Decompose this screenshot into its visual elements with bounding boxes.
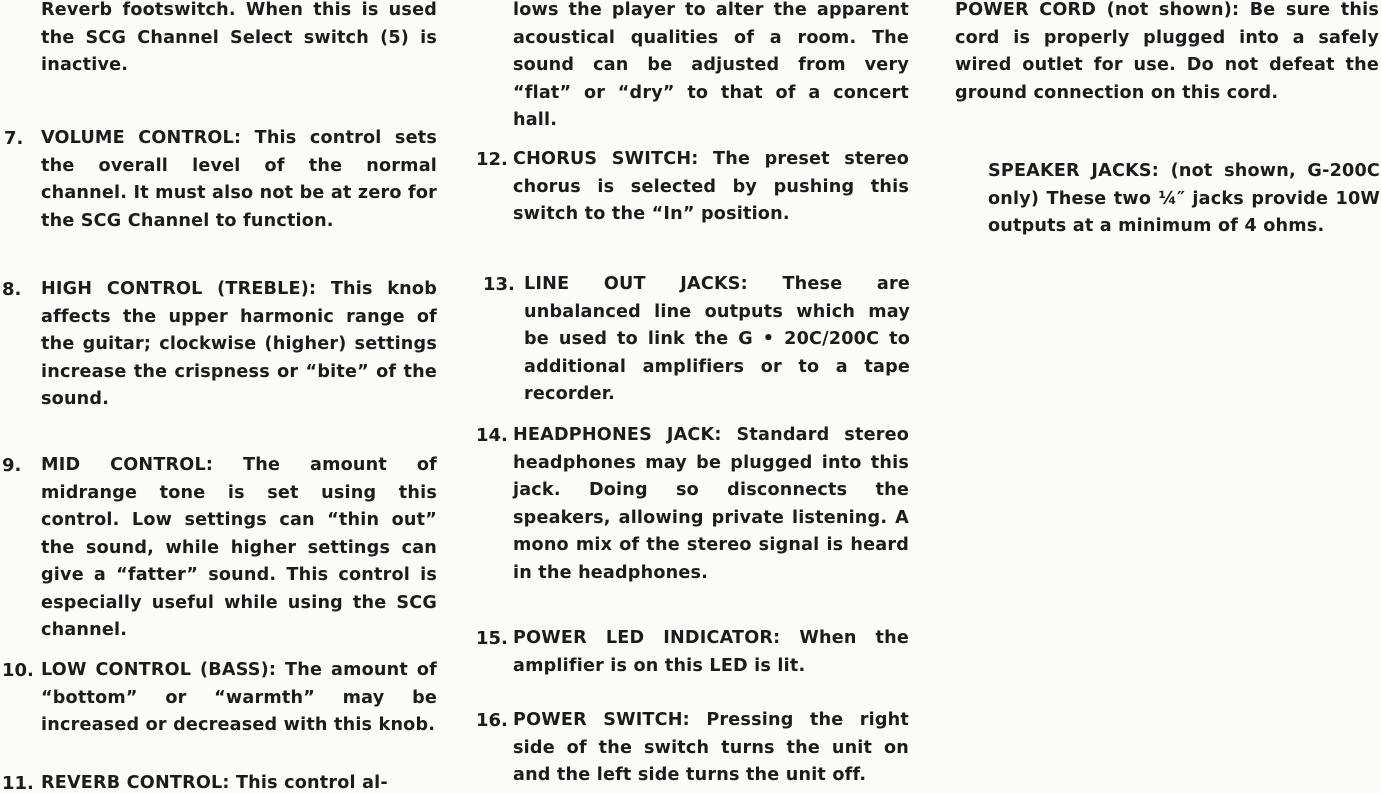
item-text: (not shown): Be sure this cord is properly plugged into a safely wired outlet for use. Do not defeat the ground connection on this cord. — [955, 0, 1380, 103]
paragraph-text: lows the player to alter the apparent acoustical qualities of a room. The sound can be adjusted from very “flat” or “dry” to that of a concert hall. — [513, 0, 909, 130]
item-line-out-jacks — [524, 271, 910, 409]
item-title: MID CONTROL: — [41, 455, 214, 475]
item-title: VOLUME CONTROL: — [41, 128, 242, 148]
item-number: 12. — [476, 149, 508, 170]
item-text: Standard stereo headphones may be plugged into this jack. Doing so disconnects the speakers, allowing private listening. A mono mix of the stereo signal is heard in the headphones. — [513, 425, 909, 583]
item-number: 13. — [483, 274, 515, 295]
item-number: 15. — [476, 628, 508, 649]
item-title: POWER LED INDICATOR: — [513, 628, 781, 648]
item-number: 14. — [476, 425, 508, 446]
paragraph-text: Reverb footswitch. When this is used the SCG Channel Select switch (5) is inactive. — [41, 0, 437, 75]
item-text: (not shown, G-200C only) These two ¼″ jacks provide 10W outputs at a minimum of 4 ohms. — [988, 161, 1381, 236]
item-number: 11. — [2, 773, 34, 793]
item-mid-control — [41, 452, 437, 645]
paragraph-reverb-control-cont — [513, 0, 909, 135]
item-title: HIGH CONTROL (TREBLE): — [41, 279, 317, 299]
item-text: These are unbalanced line outputs which may be used to link the G • 20C/200C to additional amplifiers or to a tape recorder. — [524, 274, 910, 404]
item-title: HEADPHONES JACK: — [513, 425, 722, 445]
item-text: This knob affects the upper harmonic range of the guitar; clockwise (higher) settings increase the crispness or “bite” of the sound. — [41, 279, 437, 409]
item-text: The amount of “bottom” or “warmth” may be increased or decreased with this knob. — [41, 660, 437, 735]
item-number: 10. — [2, 660, 34, 681]
item-title: CHORUS SWITCH: — [513, 149, 699, 169]
item-number: 8. — [2, 279, 22, 300]
item-text: The amount of midrange tone is set using this control. Low settings can “thin out” the sound, while higher settings can give a “fatter” sound. This control is especially useful while using the SCG channel. — [41, 455, 438, 640]
item-text: Pressing the right side of the switch turns the unit on and the left side turns the unit off. — [513, 710, 909, 785]
item-chorus-switch — [513, 146, 909, 229]
item-volume-control — [41, 125, 437, 235]
item-power-switch — [513, 707, 909, 790]
item-number: 9. — [2, 455, 22, 476]
item-low-control — [41, 657, 437, 740]
item-title: POWER CORD — [955, 0, 1097, 20]
item-high-control — [41, 276, 437, 414]
item-number: 7. — [4, 128, 24, 149]
item-text: The preset stereo chorus is selected by pushing this switch to the “In” position. — [513, 149, 910, 224]
item-reverb-control — [41, 770, 437, 793]
item-title: REVERB CONTROL: — [41, 773, 230, 793]
item-title: LINE OUT JACKS: — [524, 274, 748, 294]
item-speaker-jacks — [988, 158, 1380, 241]
item-power-cord — [955, 0, 1379, 107]
item-text: When the amplifier is on this LED is lit. — [513, 628, 910, 676]
item-text: This control sets the overall level of the normal channel. It must also not be at zero for the SCG Channel to function. — [41, 128, 437, 231]
item-headphones-jack — [513, 422, 909, 587]
item-number: 16. — [476, 710, 508, 731]
item-power-led — [513, 625, 909, 680]
item-text: This control al- — [235, 773, 388, 793]
item-title: LOW CONTROL (BASS): — [41, 660, 277, 680]
item-title: POWER SWITCH: — [513, 710, 690, 730]
item-title: SPEAKER JACKS: — [988, 161, 1160, 181]
paragraph-reverb-footswitch-cont — [41, 0, 437, 80]
